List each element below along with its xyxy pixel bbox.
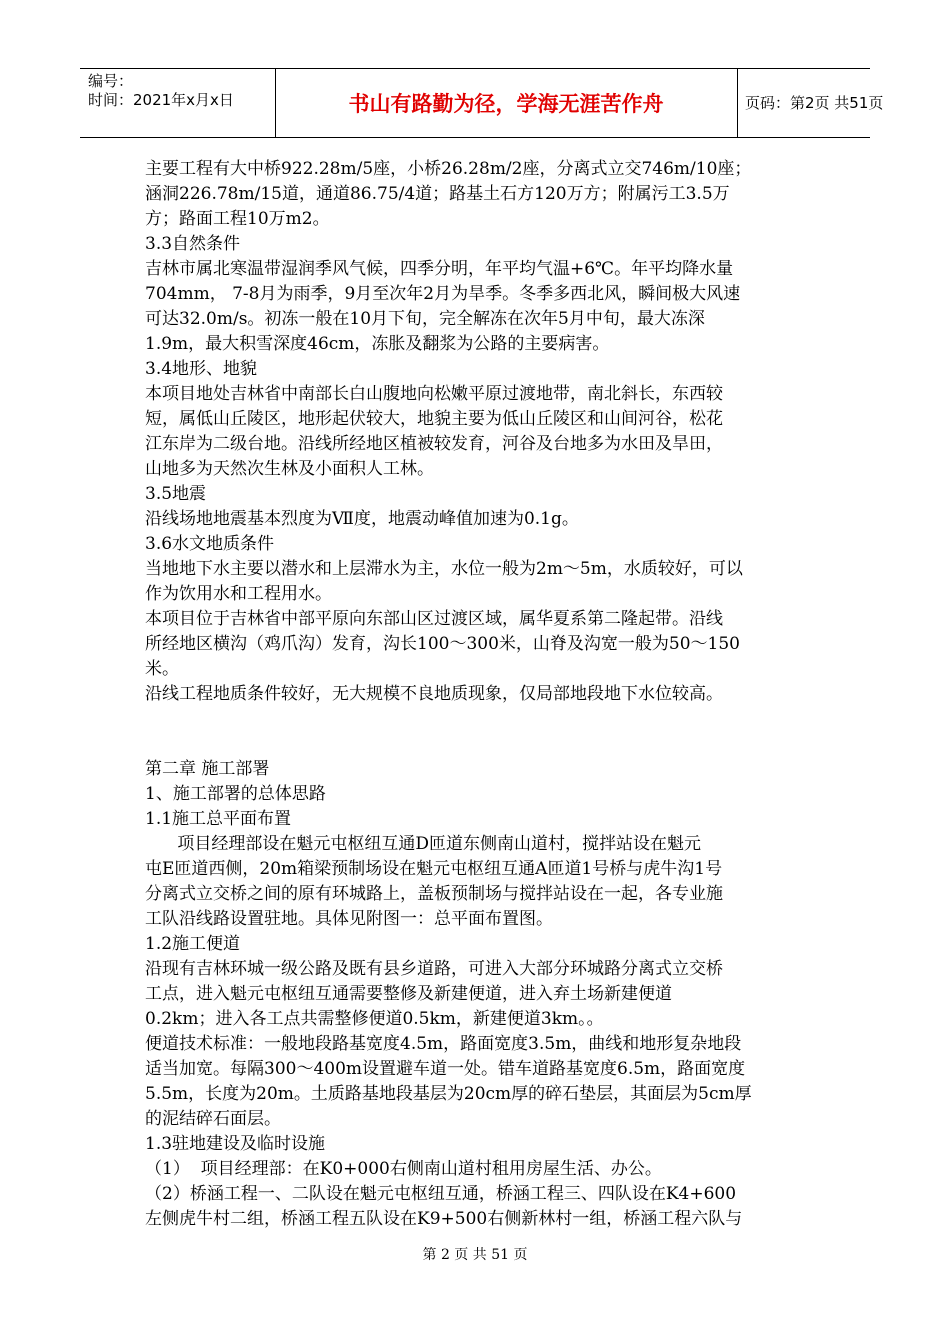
body-section-construction-deployment (145, 757, 815, 1232)
text-line: 当地地下水主要以潜水和上层滞水为主，水位一般为2m～5m，水质较好，可以 (145, 559, 743, 579)
text-line: 第二章 施工部署 (145, 759, 270, 779)
text-line: 工点，进入魁元屯枢纽互通需要整修及新建便道，进入弃土场新建便道 (145, 984, 672, 1004)
page-footer: 第 2 页 共 51 页 (422, 1247, 528, 1263)
text-line: 短，属低山丘陵区，地形起伏较大，地貌主要为低山丘陵区和山间河谷，松花 (145, 409, 723, 429)
text-line: 可达32.0m/s。初冻一般在10月下旬，完全解冻在次年5月中旬，最大冻深 (145, 309, 705, 329)
text-line: 主要工程有大中桥922.28m/5座，小桥26.28m/2座，分离式立交746m/10座； (145, 159, 752, 179)
document-date-label: 时间：2021年x月x日 (88, 91, 234, 109)
text-line: 1、施工部署的总体思路 (145, 784, 326, 804)
text-line: 沿现有吉林环城一级公路及既有县乡道路，可进入大部分环城路分离式立交桥 (145, 959, 723, 979)
text-line: 左侧虎牛村二组，桥涵工程五队设在K9+500右侧新林村一组，桥涵工程六队与 (145, 1209, 743, 1229)
text-line: 704mm， 7-8月为雨季，9月至次年2月为旱季。冬季多西北风，瞬间极大风速 (145, 284, 741, 304)
text-line: 3.3自然条件 (145, 234, 241, 254)
text-line: 江东岸为二级台地。沿线所经地区植被较发育，河谷及台地多为水田及旱田， (145, 434, 723, 454)
section-gap (145, 707, 815, 757)
text-line: 山地多为天然次生林及小面积人工林。 (145, 459, 434, 479)
text-line: 所经地区横沟（鸡爪沟）发育，沟长100～300米，山脊及沟宽一般为50～150 (145, 634, 740, 654)
text-line: 屯E匝道西侧，20m箱梁预制场设在魁元屯枢纽互通A匝道1号桥与虎牛沟1号 (145, 859, 723, 879)
text-line: 适当加宽。每隔300～400m设置避车道一处。错车道路基宽度6.5m，路面宽度 (145, 1059, 746, 1079)
text-line: 涵洞226.78m/15道，通道86.75/4道；路基土石方120万方；附属污工3.5万 (145, 184, 730, 204)
header-page-cell (737, 69, 884, 137)
text-line: 方；路面工程10万m2。 (145, 209, 330, 229)
text-line: 作为饮用水和工程用水。 (145, 584, 332, 604)
text-line: 1.2施工便道 (145, 934, 241, 954)
document-body (145, 157, 815, 1232)
text-line: 沿线工程地质条件较好，无大规模不良地质现象，仅局部地段地下水位较高。 (145, 684, 723, 704)
body-section-project-conditions (145, 157, 815, 707)
header-page-info: 页码：第2页 共51页 (745, 94, 884, 112)
text-line: 便道技术标准：一般地段路基宽度4.5m，路面宽度3.5m，曲线和地形复杂地段 (145, 1034, 742, 1054)
text-line: 米。 (145, 659, 179, 679)
text-line: （1） 项目经理部：在K0+000右侧南山道村租用房屋生活、办公。 (145, 1159, 662, 1179)
header-motto-cell (275, 69, 738, 137)
text-line: 0.2km；进入各工点共需整修便道0.5km，新建便道3km。。 (145, 1009, 604, 1029)
text-line: 1.1施工总平面布置 (145, 809, 292, 829)
text-line: 分离式立交桥之间的原有环城路上，盖板预制场与搅拌站设在一起，各专业施 (145, 884, 723, 904)
text-line: 3.6水文地质条件 (145, 534, 275, 554)
page-header (80, 68, 884, 138)
text-line: 1.9m，最大积雪深度46cm，冻胀及翻浆为公路的主要病害。 (145, 334, 610, 354)
text-line: 工队沿线路设置驻地。具体见附图一：总平面布置图。 (145, 909, 553, 929)
text-line: （2）桥涵工程一、二队设在魁元屯枢纽互通，桥涵工程三、四队设在K4+600 (145, 1184, 737, 1204)
header-motto: 书山有路勤为径，学海无涯苦作舟 (348, 92, 664, 116)
text-line: 本项目地处吉林省中南部长白山腹地向松嫩平原过渡地带，南北斜长，东西较 (145, 384, 723, 404)
text-line: 项目经理部设在魁元屯枢纽互通D匝道东侧南山道村，搅拌站设在魁元 (145, 834, 702, 854)
text-line: 3.5地震 (145, 484, 207, 504)
text-line: 吉林市属北寒温带湿润季风气候，四季分明，年平均气温+6℃。年平均降水量 (145, 259, 734, 279)
text-line: 1.3驻地建设及临时设施 (145, 1134, 326, 1154)
text-line: 3.4地形、地貌 (145, 359, 258, 379)
text-line: 的泥结碎石面层。 (145, 1109, 281, 1129)
text-line: 沿线场地地震基本烈度为Ⅶ度，地震动峰值加速为0.1g。 (145, 509, 579, 529)
text-line: 本项目位于吉林省中部平原向东部山区过渡区域，属华夏系第二隆起带。沿线 (145, 609, 723, 629)
document-number-label: 编号： (88, 72, 134, 90)
header-meta-cell (80, 69, 276, 137)
text-line: 5.5m，长度为20m。土质路基地段基层为20cm厚的碎石垫层，其面层为5cm厚 (145, 1084, 752, 1104)
